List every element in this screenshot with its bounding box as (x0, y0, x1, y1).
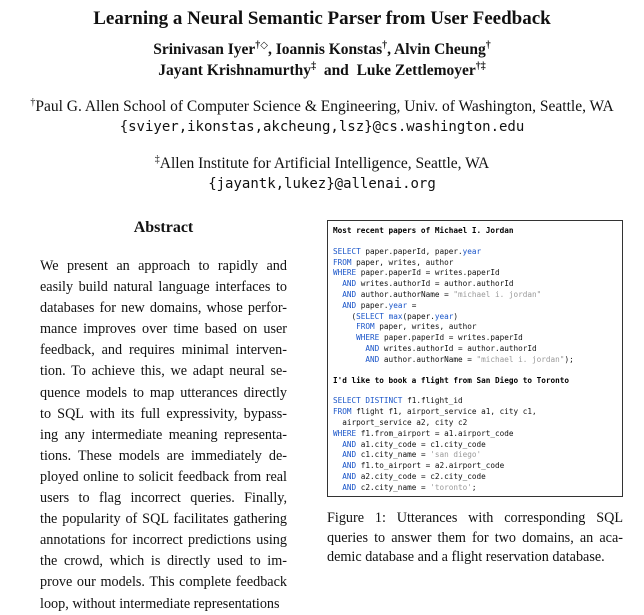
caption-line: demic database and a flight reservation database. (327, 549, 605, 565)
author-list-line-1 (0, 41, 644, 59)
author-separator: , (267, 41, 276, 58)
sql-keyword: FROM (356, 322, 375, 332)
code-line (333, 355, 622, 366)
sql-text: paper.paperId, paper. (360, 246, 463, 256)
code-line (333, 450, 622, 461)
sql-text (333, 483, 342, 492)
sql-keyword: AND (365, 343, 380, 353)
author-mark: †◇ (255, 40, 268, 51)
sql-string: "michael i. jordan" (476, 354, 565, 364)
code-line (333, 290, 622, 301)
sql-keyword: SELECT (356, 311, 384, 321)
code-line (333, 483, 622, 494)
figure-caption (327, 509, 623, 568)
code-line (333, 322, 622, 333)
sql-text (333, 355, 365, 364)
affiliation-ai2 (0, 155, 644, 173)
sql-text: writes.authorId = author.authorId (356, 279, 514, 289)
abstract-line: ing any intermediate meaning representa- (40, 426, 287, 443)
sql-text: ); (564, 354, 574, 364)
sql-keyword: SELECT (333, 246, 361, 256)
sql-keyword: AND (365, 354, 380, 364)
code-line (333, 461, 622, 472)
abstract-line: to SQL with its full expressivity, bypass- (40, 405, 287, 422)
code-spacer (333, 237, 622, 247)
sql-keyword: year (434, 311, 454, 321)
sql-keyword: AND (342, 439, 357, 449)
sql-keyword: AND (342, 300, 357, 310)
author-separator: and (316, 62, 357, 79)
abstract-heading: Abstract (133, 219, 194, 236)
abstract-line: We present an approach to rapidly and (40, 258, 287, 274)
sql-keyword: WHERE (333, 268, 357, 278)
sql-keyword: AND (342, 450, 357, 460)
sql-text: paper, writes, author (351, 257, 454, 267)
sql-text (333, 472, 342, 481)
sql-keyword: year (462, 246, 482, 256)
code-line (333, 247, 622, 258)
author-mark: †‡ (475, 61, 486, 72)
sql-keyword: AND (342, 279, 357, 289)
sql-text (333, 322, 356, 331)
abstract-line: tions. These models are immediately de- (40, 447, 287, 464)
caption-line: queries to answer them for two domains, an aca- (327, 529, 623, 546)
code-line (333, 472, 622, 483)
code-line (333, 268, 622, 279)
figure-code-box (327, 220, 623, 497)
author-name: Alvin Cheung (394, 41, 486, 58)
caption-line: Figure 1: Utterances with corresponding SQL (327, 510, 623, 526)
code-spacer (333, 386, 622, 396)
sql-text: ) (453, 311, 459, 321)
sql-keyword: AND (342, 461, 357, 471)
code-line (333, 396, 622, 407)
sql-keyword: SELECT DISTINCT (333, 396, 403, 406)
sql-keyword: AND (342, 471, 357, 481)
code-line (333, 407, 622, 418)
code-spacer (333, 366, 622, 376)
code-line (333, 258, 622, 269)
sql-text (333, 301, 342, 310)
author-mark: † (382, 40, 388, 51)
sql-keyword: year (388, 300, 408, 310)
code-line (333, 344, 622, 355)
sql-text: ; (471, 482, 477, 492)
abstract-line: feedback, and requires minimal interven- (40, 342, 287, 359)
code-example-header: Most recent papers of Michael I. Jordan (333, 226, 514, 235)
abstract-line: tion. To achieve this, we adapt neural se- (40, 363, 287, 380)
sql-keyword: FROM (333, 407, 352, 417)
author-name: Srinivasan Iyer (153, 41, 256, 58)
author-mark: ‡ (311, 61, 317, 72)
sql-text: paper.paperId = writes.paperId (356, 268, 500, 278)
sql-text: author.authorName = (356, 289, 454, 299)
sql-text: paper. (356, 300, 389, 310)
author-separator: , (387, 41, 395, 58)
code-line (333, 279, 622, 290)
sql-text: a2.city_code = c2.city_code (356, 471, 486, 481)
sql-string: 'san diego' (430, 450, 482, 460)
abstract-line: databases for new domains, whose perfor- (40, 300, 287, 317)
code-example-header: I'd like to book a flight from San Diego to Toronto (333, 375, 570, 385)
sql-keyword: AND (342, 289, 357, 299)
author-name: Luke Zettlemoyer (356, 62, 476, 79)
sql-text (333, 333, 356, 342)
sql-text (333, 290, 342, 299)
sql-string: "michael i. jordan" (453, 289, 542, 299)
sql-keyword: WHERE (333, 428, 357, 438)
affiliation-uw (0, 98, 644, 116)
abstract-line: users to flag incorrect queries. Finally, (40, 490, 287, 507)
abstract-line: easily build natural language interfaces to (40, 279, 287, 296)
sql-text: writes.authorId = author.authorId (379, 343, 537, 353)
paper-title: Learning a Neural Semantic Parser from User Feedback (93, 8, 551, 29)
sql-text: paper, writes, author (374, 322, 477, 332)
author-name: Ioannis Konstas (275, 41, 383, 58)
abstract-line: prove our models. This complete feedback (40, 574, 287, 591)
sql-text (333, 461, 342, 470)
sql-text: f1.from_airport = a1.airport_code (356, 428, 514, 438)
sql-text: airport_service a2, city c2 (333, 417, 468, 427)
abstract-line: loop, without intermediate representations (40, 595, 280, 612)
sql-text: a1.city_code = c1.city_code (356, 439, 486, 449)
sql-text: (paper. (402, 311, 435, 321)
code-line (333, 440, 622, 451)
sql-keyword: max (388, 311, 403, 321)
author-mark: † (485, 40, 491, 51)
sql-keyword: WHERE (356, 333, 380, 343)
sql-text: paper.paperId = writes.paperId (379, 333, 523, 343)
abstract-line: annotations for incorrect predictions using (40, 532, 287, 549)
author-list-line-2 (0, 62, 644, 80)
sql-text (333, 440, 342, 449)
abstract-body (40, 256, 287, 615)
sql-keyword: FROM (333, 257, 352, 267)
sql-text (333, 279, 342, 288)
sql-text: = (407, 300, 417, 310)
affiliation-text: Allen Institute for Artificial Intelligence, Seattle, WA (159, 155, 490, 172)
sql-keyword: AND (342, 482, 357, 492)
sql-text: ( (333, 311, 357, 321)
code-line (333, 312, 622, 323)
abstract-line: mance improves over time based on user (40, 321, 287, 338)
abstract-line: the popularity of SQL facilitates gathering (40, 511, 287, 528)
code-line (333, 333, 622, 344)
abstract-line: the crowd, which is directly used to im- (40, 553, 287, 570)
affiliation-email-ai2: {jayantk,lukez}@allenai.org (208, 176, 436, 192)
abstract-line: ployed online to solicit feedback from real (40, 468, 287, 485)
sql-text: author.authorName = (379, 354, 477, 364)
affiliation-email-uw: {sviyer,ikonstas,akcheung,lsz}@cs.washington.edu (119, 119, 525, 135)
sql-string: 'toronto' (430, 482, 472, 492)
code-line (333, 429, 622, 440)
code-line (333, 301, 622, 312)
sql-text: c2.city_name = (356, 482, 431, 492)
sql-text (333, 344, 365, 353)
sql-text (333, 450, 342, 459)
author-name: Jayant Krishnamurthy (158, 62, 312, 79)
affiliation-mark: † (30, 97, 36, 108)
abstract-line: quence models to map utterances directly (40, 384, 287, 401)
affiliation-mark: ‡ (154, 154, 160, 165)
sql-text: f1.flight_id (402, 396, 463, 406)
code-line (333, 418, 622, 429)
sql-text: flight f1, airport_service a1, city c1, (351, 407, 537, 417)
sql-text: c1.city_name = (356, 450, 431, 460)
sql-text: f1.to_airport = a2.airport_code (356, 461, 505, 471)
affiliation-text: Paul G. Allen School of Computer Science & Engineering, Univ. of Washington, Seattle, WA (35, 98, 614, 115)
